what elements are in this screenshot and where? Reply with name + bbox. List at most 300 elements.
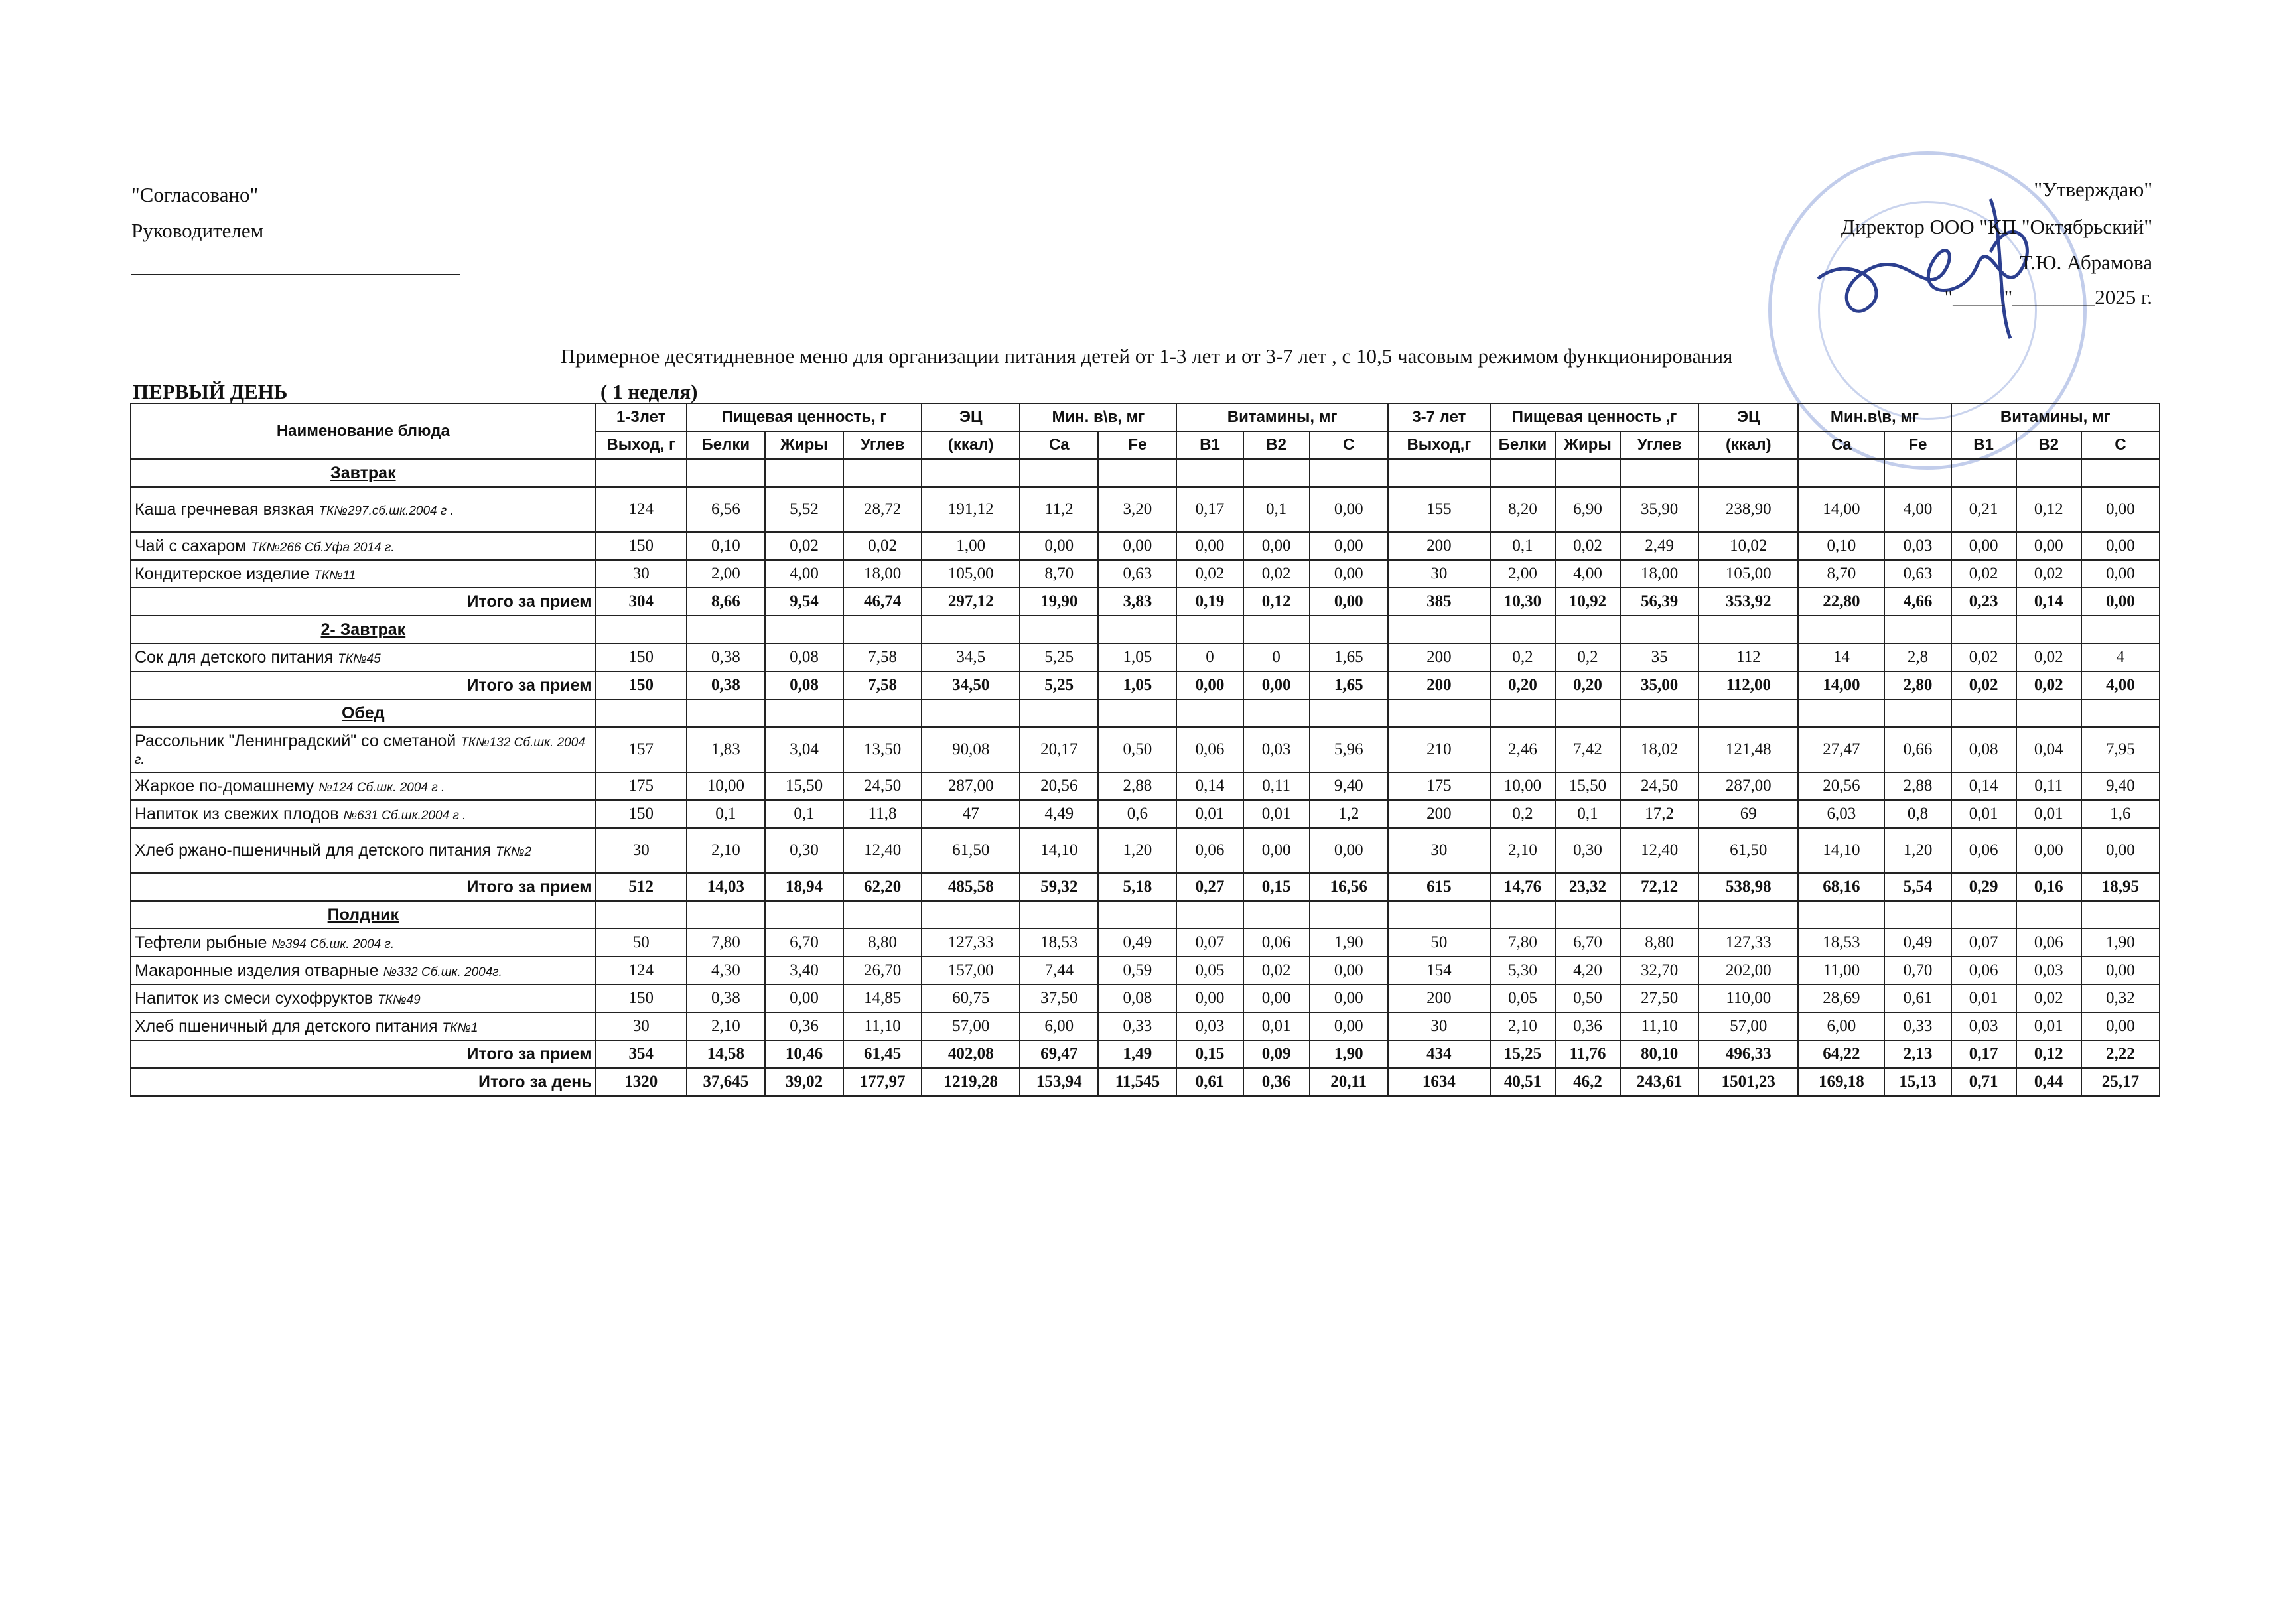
empty-cell xyxy=(843,459,922,487)
value-cell: 0,2 xyxy=(1490,800,1555,828)
empty-cell xyxy=(1176,616,1243,643)
dish-name: Макаронные изделия отварные xyxy=(135,961,379,980)
empty-cell xyxy=(765,459,843,487)
value-cell: 238,90 xyxy=(1699,487,1798,532)
value-cell: 0,06 xyxy=(1176,727,1243,772)
value-cell: 150 xyxy=(596,532,687,560)
value-cell: 34,50 xyxy=(922,671,1020,699)
value-cell: 69 xyxy=(1699,800,1798,828)
recipe-reference: №394 Сб.шк. 2004 г. xyxy=(271,937,395,951)
value-cell: 59,32 xyxy=(1020,873,1098,901)
value-cell: 35 xyxy=(1620,643,1699,671)
value-cell: 14,76 xyxy=(1490,873,1555,901)
value-cell: 0,12 xyxy=(2016,1040,2081,1068)
value-cell: 0,02 xyxy=(1555,532,1620,560)
value-cell: 2,88 xyxy=(1884,772,1951,800)
col-vitamins-2: Витамины, мг xyxy=(1951,403,2160,431)
value-cell: 0,32 xyxy=(2081,984,2160,1012)
value-cell: 30 xyxy=(1388,828,1490,873)
value-cell: 11,10 xyxy=(1620,1012,1699,1040)
value-cell: 10,00 xyxy=(687,772,765,800)
value-cell: 69,47 xyxy=(1020,1040,1098,1068)
empty-cell xyxy=(1020,459,1098,487)
subheader-cell: B2 xyxy=(1243,431,1310,459)
value-cell: 0,50 xyxy=(1098,727,1176,772)
value-cell: 18,53 xyxy=(1798,929,1884,957)
value-cell: 112,00 xyxy=(1699,671,1798,699)
empty-cell xyxy=(765,616,843,643)
value-cell: 0 xyxy=(1243,643,1310,671)
dish-name-cell xyxy=(131,532,596,560)
value-cell: 0,01 xyxy=(1176,800,1243,828)
page-title: Примерное десятидневное меню для организации питания детей от 1-3 лет и от 3-7 лет , с 10,5 часовым режимом функционирования xyxy=(560,344,1733,368)
value-cell: 1320 xyxy=(596,1068,687,1096)
value-cell: 47 xyxy=(922,800,1020,828)
approval-right-title: "Утверждаю" xyxy=(2034,178,2152,201)
value-cell: 615 xyxy=(1388,873,1490,901)
value-cell: 10,30 xyxy=(1490,588,1555,616)
recipe-reference: №631 Сб.шк.2004 г . xyxy=(343,808,466,823)
value-cell: 27,47 xyxy=(1798,727,1884,772)
value-cell: 8,20 xyxy=(1490,487,1555,532)
approval-right-date: "_____"________2025 г. xyxy=(1944,285,2152,308)
dish-name-cell xyxy=(131,1012,596,1040)
empty-cell xyxy=(2016,901,2081,929)
empty-cell xyxy=(1243,699,1310,727)
value-cell: 0,00 xyxy=(2081,957,2160,984)
value-cell: 18,53 xyxy=(1020,929,1098,957)
empty-cell xyxy=(1310,699,1388,727)
value-cell: 17,2 xyxy=(1620,800,1699,828)
value-cell: 0,27 xyxy=(1176,873,1243,901)
value-cell: 10,00 xyxy=(1490,772,1555,800)
col-age-1-3: 1-3лет xyxy=(596,403,687,431)
value-cell: 0,6 xyxy=(1098,800,1176,828)
subheader-cell: C xyxy=(1310,431,1388,459)
subheader-cell: C xyxy=(2081,431,2160,459)
value-cell: 0,17 xyxy=(1176,487,1243,532)
subheader-cell: Выход, г xyxy=(596,431,687,459)
value-cell: 11,10 xyxy=(843,1012,922,1040)
empty-cell xyxy=(1098,901,1176,929)
empty-cell xyxy=(1555,616,1620,643)
empty-cell xyxy=(1884,459,1951,487)
dish-name: Рассольник "Ленинградский" со сметаной xyxy=(135,731,456,750)
value-cell: 22,80 xyxy=(1798,588,1884,616)
value-cell: 26,70 xyxy=(843,957,922,984)
value-cell: 0,06 xyxy=(1243,929,1310,957)
empty-cell xyxy=(1620,699,1699,727)
empty-cell xyxy=(1620,459,1699,487)
value-cell: 1,90 xyxy=(2081,929,2160,957)
value-cell: 35,90 xyxy=(1620,487,1699,532)
empty-cell xyxy=(1098,699,1176,727)
value-cell: 28,69 xyxy=(1798,984,1884,1012)
value-cell: 6,00 xyxy=(1020,1012,1098,1040)
value-cell: 0,00 xyxy=(2016,828,2081,873)
empty-cell xyxy=(1176,699,1243,727)
empty-cell xyxy=(1243,616,1310,643)
value-cell: 0,33 xyxy=(1884,1012,1951,1040)
value-cell: 0,02 xyxy=(1951,560,2016,588)
value-cell: 37,50 xyxy=(1020,984,1098,1012)
value-cell: 0,1 xyxy=(687,800,765,828)
dish-row xyxy=(131,929,2160,957)
empty-cell xyxy=(1699,699,1798,727)
value-cell: 0,71 xyxy=(1951,1068,2016,1096)
value-cell: 0,66 xyxy=(1884,727,1951,772)
empty-cell xyxy=(1555,901,1620,929)
empty-cell xyxy=(1798,699,1884,727)
value-cell: 0,1 xyxy=(1490,532,1555,560)
value-cell: 11,545 xyxy=(1098,1068,1176,1096)
subheader-cell: Белки xyxy=(687,431,765,459)
empty-cell xyxy=(922,699,1020,727)
empty-cell xyxy=(1884,901,1951,929)
value-cell: 0,15 xyxy=(1243,873,1310,901)
value-cell: 0,38 xyxy=(687,671,765,699)
value-cell: 24,50 xyxy=(1620,772,1699,800)
value-cell: 0,00 xyxy=(1310,1012,1388,1040)
value-cell: 14,58 xyxy=(687,1040,765,1068)
empty-cell xyxy=(1176,901,1243,929)
empty-cell xyxy=(1176,459,1243,487)
empty-cell xyxy=(1020,699,1098,727)
value-cell: 68,16 xyxy=(1798,873,1884,901)
meal-section-title: Завтрак xyxy=(131,459,596,487)
value-cell: 60,75 xyxy=(922,984,1020,1012)
value-cell: 6,56 xyxy=(687,487,765,532)
value-cell: 35,00 xyxy=(1620,671,1699,699)
value-cell: 110,00 xyxy=(1699,984,1798,1012)
value-cell: 0,04 xyxy=(2016,727,2081,772)
value-cell: 5,30 xyxy=(1490,957,1555,984)
empty-cell xyxy=(1388,616,1490,643)
value-cell: 127,33 xyxy=(1699,929,1798,957)
value-cell: 0,01 xyxy=(1951,984,2016,1012)
recipe-reference: ТК№132 Сб.шк. 2004 г. xyxy=(135,735,585,767)
menu-table xyxy=(130,403,2160,1097)
value-cell: 5,52 xyxy=(765,487,843,532)
empty-cell xyxy=(687,901,765,929)
value-cell: 0,06 xyxy=(2016,929,2081,957)
value-cell: 37,645 xyxy=(687,1068,765,1096)
empty-cell xyxy=(1620,901,1699,929)
value-cell: 40,51 xyxy=(1490,1068,1555,1096)
value-cell: 0,44 xyxy=(2016,1068,2081,1096)
value-cell: 353,92 xyxy=(1699,588,1798,616)
value-cell: 200 xyxy=(1388,643,1490,671)
value-cell: 18,02 xyxy=(1620,727,1699,772)
value-cell: 0,02 xyxy=(1176,560,1243,588)
dish-name-cell xyxy=(131,929,596,957)
recipe-reference: ТК№11 xyxy=(314,568,356,582)
value-cell: 11,00 xyxy=(1798,957,1884,984)
empty-cell xyxy=(1884,616,1951,643)
approval-left-role: Руководителем xyxy=(131,219,264,242)
meal-total-row xyxy=(131,873,2160,901)
value-cell: 72,12 xyxy=(1620,873,1699,901)
value-cell: 0,02 xyxy=(1243,957,1310,984)
value-cell: 2,13 xyxy=(1884,1040,1951,1068)
value-cell: 243,61 xyxy=(1620,1068,1699,1096)
dish-row xyxy=(131,1012,2160,1040)
value-cell: 39,02 xyxy=(765,1068,843,1096)
value-cell: 200 xyxy=(1388,671,1490,699)
value-cell: 25,17 xyxy=(2081,1068,2160,1096)
subheader-cell: Жиры xyxy=(1555,431,1620,459)
meal-total-label: Итого за прием xyxy=(131,588,596,616)
value-cell: 3,20 xyxy=(1098,487,1176,532)
empty-cell xyxy=(1951,459,2016,487)
empty-cell xyxy=(922,901,1020,929)
value-cell: 15,13 xyxy=(1884,1068,1951,1096)
empty-cell xyxy=(1490,616,1555,643)
value-cell: 0,02 xyxy=(2016,671,2081,699)
value-cell: 0,06 xyxy=(1951,957,2016,984)
value-cell: 6,70 xyxy=(1555,929,1620,957)
value-cell: 4,66 xyxy=(1884,588,1951,616)
dish-row xyxy=(131,800,2160,828)
col-energy-2: ЭЦ xyxy=(1699,403,1798,431)
meal-section-row xyxy=(131,901,2160,929)
value-cell: 0,02 xyxy=(765,532,843,560)
recipe-reference: ТК№2 xyxy=(496,845,532,859)
value-cell: 157 xyxy=(596,727,687,772)
dish-name: Напиток из свежих плодов xyxy=(135,804,339,823)
value-cell: 0,14 xyxy=(1176,772,1243,800)
value-cell: 157,00 xyxy=(922,957,1020,984)
approval-left-title: "Согласовано" xyxy=(131,183,259,206)
empty-cell xyxy=(2016,459,2081,487)
dish-name-cell xyxy=(131,984,596,1012)
value-cell: 0,36 xyxy=(1243,1068,1310,1096)
empty-cell xyxy=(2081,616,2160,643)
value-cell: 0,00 xyxy=(2081,1012,2160,1040)
value-cell: 15,50 xyxy=(1555,772,1620,800)
value-cell: 14,00 xyxy=(1798,671,1884,699)
value-cell: 12,40 xyxy=(1620,828,1699,873)
value-cell: 0,14 xyxy=(2016,588,2081,616)
value-cell: 0,00 xyxy=(2081,560,2160,588)
value-cell: 0,00 xyxy=(1243,984,1310,1012)
value-cell: 121,48 xyxy=(1699,727,1798,772)
value-cell: 538,98 xyxy=(1699,873,1798,901)
value-cell: 18,94 xyxy=(765,873,843,901)
value-cell: 1,83 xyxy=(687,727,765,772)
value-cell: 14,10 xyxy=(1798,828,1884,873)
col-nutrition-2: Пищевая ценность ,г xyxy=(1490,403,1699,431)
value-cell: 7,80 xyxy=(1490,929,1555,957)
empty-cell xyxy=(1555,699,1620,727)
value-cell: 61,50 xyxy=(1699,828,1798,873)
value-cell: 2,88 xyxy=(1098,772,1176,800)
empty-cell xyxy=(1243,459,1310,487)
value-cell: 0,20 xyxy=(1555,671,1620,699)
value-cell: 14,85 xyxy=(843,984,922,1012)
dish-row xyxy=(131,532,2160,560)
value-cell: 7,42 xyxy=(1555,727,1620,772)
left-signature-line xyxy=(131,274,460,275)
value-cell: 1,2 xyxy=(1310,800,1388,828)
value-cell: 80,10 xyxy=(1620,1040,1699,1068)
value-cell: 0,00 xyxy=(1020,532,1098,560)
value-cell: 0,06 xyxy=(1176,828,1243,873)
value-cell: 0,01 xyxy=(2016,800,2081,828)
dish-name: Кондитерское изделие xyxy=(135,564,310,583)
value-cell: 15,25 xyxy=(1490,1040,1555,1068)
value-cell: 0,19 xyxy=(1176,588,1243,616)
week-title: ( 1 неделя) xyxy=(600,380,698,403)
value-cell: 2,49 xyxy=(1620,532,1699,560)
value-cell: 150 xyxy=(596,671,687,699)
meal-total-row xyxy=(131,588,2160,616)
value-cell: 14,03 xyxy=(687,873,765,901)
dish-name: Хлеб ржано-пшеничный для детского питания xyxy=(135,841,496,860)
value-cell: 0,21 xyxy=(1951,487,2016,532)
value-cell: 304 xyxy=(596,588,687,616)
col-nutrition-1: Пищевая ценность, г xyxy=(687,403,922,431)
meal-total-row xyxy=(131,671,2160,699)
value-cell: 2,10 xyxy=(1490,1012,1555,1040)
empty-cell xyxy=(1020,901,1098,929)
subheader-cell: Углев xyxy=(843,431,922,459)
dish-row xyxy=(131,772,2160,800)
value-cell: 0,59 xyxy=(1098,957,1176,984)
value-cell: 23,32 xyxy=(1555,873,1620,901)
value-cell: 200 xyxy=(1388,984,1490,1012)
value-cell: 6,00 xyxy=(1798,1012,1884,1040)
empty-cell xyxy=(687,459,765,487)
value-cell: 0,00 xyxy=(1310,588,1388,616)
value-cell: 210 xyxy=(1388,727,1490,772)
value-cell: 0,49 xyxy=(1884,929,1951,957)
value-cell: 0,14 xyxy=(1951,772,2016,800)
value-cell: 5,96 xyxy=(1310,727,1388,772)
value-cell: 0,30 xyxy=(1555,828,1620,873)
value-cell: 1,6 xyxy=(2081,800,2160,828)
value-cell: 150 xyxy=(596,984,687,1012)
value-cell: 0,10 xyxy=(687,532,765,560)
subheader-cell: (ккал) xyxy=(1699,431,1798,459)
value-cell: 127,33 xyxy=(922,929,1020,957)
value-cell: 7,44 xyxy=(1020,957,1098,984)
empty-cell xyxy=(1699,616,1798,643)
value-cell: 0,00 xyxy=(2081,532,2160,560)
value-cell: 56,39 xyxy=(1620,588,1699,616)
subheader-cell: Fe xyxy=(1098,431,1176,459)
value-cell: 0,01 xyxy=(1951,800,2016,828)
col-minerals-1: Мин. в\в, мг xyxy=(1020,403,1176,431)
value-cell: 50 xyxy=(1388,929,1490,957)
dish-name-cell xyxy=(131,560,596,588)
value-cell: 0,61 xyxy=(1176,1068,1243,1096)
value-cell: 0,00 xyxy=(1310,560,1388,588)
subheader-cell: Fe xyxy=(1884,431,1951,459)
value-cell: 0,02 xyxy=(1951,671,2016,699)
value-cell: 0,20 xyxy=(1490,671,1555,699)
value-cell: 0,08 xyxy=(1951,727,2016,772)
value-cell: 20,56 xyxy=(1020,772,1098,800)
value-cell: 10,46 xyxy=(765,1040,843,1068)
empty-cell xyxy=(765,901,843,929)
value-cell: 0,03 xyxy=(1884,532,1951,560)
value-cell: 3,04 xyxy=(765,727,843,772)
value-cell: 0,00 xyxy=(1310,984,1388,1012)
value-cell: 5,25 xyxy=(1020,671,1098,699)
value-cell: 11,8 xyxy=(843,800,922,828)
dish-row xyxy=(131,560,2160,588)
empty-cell xyxy=(2081,459,2160,487)
dish-row xyxy=(131,828,2160,873)
day-title: ПЕРВЫЙ ДЕНЬ xyxy=(133,380,288,403)
value-cell: 385 xyxy=(1388,588,1490,616)
dish-name-cell xyxy=(131,957,596,984)
value-cell: 64,22 xyxy=(1798,1040,1884,1068)
empty-cell xyxy=(1555,459,1620,487)
meal-section-title: Обед xyxy=(131,699,596,727)
value-cell: 287,00 xyxy=(1699,772,1798,800)
value-cell: 0,00 xyxy=(1243,671,1310,699)
value-cell: 5,18 xyxy=(1098,873,1176,901)
empty-cell xyxy=(596,699,687,727)
dish-row xyxy=(131,984,2160,1012)
value-cell: 14,00 xyxy=(1798,487,1884,532)
empty-cell xyxy=(843,616,922,643)
dish-name-cell xyxy=(131,828,596,873)
dish-name: Чай с сахаром xyxy=(135,536,247,555)
value-cell: 0,00 xyxy=(1310,828,1388,873)
value-cell: 0,00 xyxy=(1176,671,1243,699)
value-cell: 12,40 xyxy=(843,828,922,873)
value-cell: 0,02 xyxy=(1951,643,2016,671)
value-cell: 24,50 xyxy=(843,772,922,800)
value-cell: 57,00 xyxy=(1699,1012,1798,1040)
value-cell: 7,58 xyxy=(843,643,922,671)
empty-cell xyxy=(596,901,687,929)
empty-cell xyxy=(2081,699,2160,727)
col-energy-1: ЭЦ xyxy=(922,403,1020,431)
value-cell: 0,00 xyxy=(1243,828,1310,873)
value-cell: 105,00 xyxy=(922,560,1020,588)
value-cell: 20,17 xyxy=(1020,727,1098,772)
recipe-reference: №124 Сб.шк. 2004 г . xyxy=(318,780,445,795)
empty-cell xyxy=(922,616,1020,643)
col-vitamins-1: Витамины, мг xyxy=(1176,403,1387,431)
value-cell: 7,80 xyxy=(687,929,765,957)
value-cell: 2,00 xyxy=(687,560,765,588)
dish-name: Хлеб пшеничный для детского питания xyxy=(135,1016,438,1036)
dish-name-cell xyxy=(131,487,596,532)
value-cell: 112 xyxy=(1699,643,1798,671)
subheader-cell: (ккал) xyxy=(922,431,1020,459)
value-cell: 8,80 xyxy=(843,929,922,957)
value-cell: 0,49 xyxy=(1098,929,1176,957)
value-cell: 0,2 xyxy=(1490,643,1555,671)
empty-cell xyxy=(1310,616,1388,643)
value-cell: 0,00 xyxy=(1951,532,2016,560)
value-cell: 7,58 xyxy=(843,671,922,699)
value-cell: 32,70 xyxy=(1620,957,1699,984)
value-cell: 0,00 xyxy=(2081,588,2160,616)
empty-cell xyxy=(687,699,765,727)
value-cell: 1,90 xyxy=(1310,1040,1388,1068)
empty-cell xyxy=(1490,459,1555,487)
value-cell: 0,08 xyxy=(765,643,843,671)
subheader-cell: B2 xyxy=(2016,431,2081,459)
value-cell: 0,03 xyxy=(1243,727,1310,772)
empty-cell xyxy=(596,616,687,643)
